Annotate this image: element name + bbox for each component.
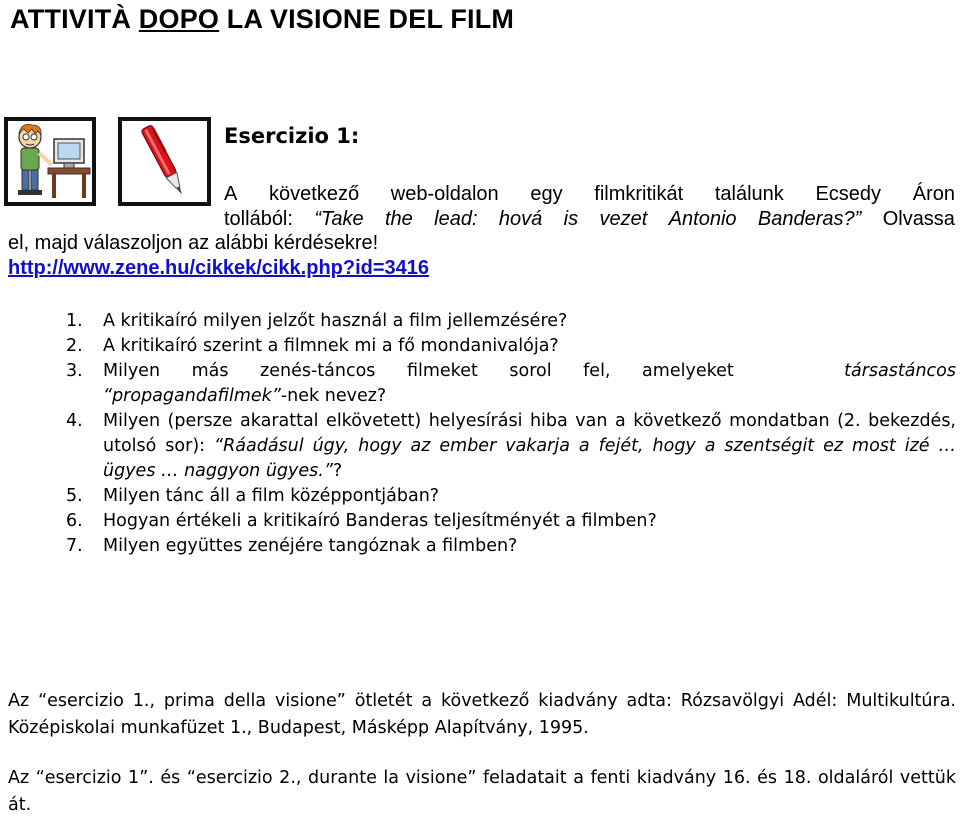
source-note-1: Az “esercizio 1., prima della visione” ötletét a következő kiadvány adta: Rózsavölgyi Adél: Multikultúra. Középiskolai munkafüzet 1., Budapest, Másképp Alapítvány, 1995. xyxy=(8,691,956,738)
intro-line-1: A következő web-oldalon egy filmkritikát találunk Ecsedy Áron xyxy=(224,183,955,205)
exercise-intro xyxy=(8,182,955,280)
source-note-2: Az “esercizio 1”. és “esercizio 2., durante la visione” feladatait a fenti kiadvány 16. és 18. oldaláról vettük át. xyxy=(8,768,956,815)
page-title xyxy=(10,4,514,35)
question-item: 7. Milyen együttes zenéjére tangóznak a filmben? xyxy=(66,536,518,556)
question-item: 2. A kritikaíró szerint a filmnek mi a fő mondanivalója? xyxy=(66,336,559,356)
title-part2: LA VISIONE DEL FILM xyxy=(219,4,515,34)
question-item: 3. Milyen más zenés-táncos filmeket sorol fel, amelyeket társastáncos “propagandafilmek”-nek nevez? xyxy=(66,361,956,406)
film-review-link[interactable]: http://www.zene.hu/cikkek/cikk.php?id=3416 xyxy=(8,256,430,279)
exercise-title: Esercizio 1: xyxy=(224,124,360,148)
intro-line-2: tollából: “Take the lead: hová is vezet Antonio Banderas?” Olvassa xyxy=(224,207,955,230)
question-item: 6. Hogyan értékeli a kritikaíró Banderas teljesítményét a filmben? xyxy=(66,511,657,531)
question-item: 5. Milyen tánc áll a film középpontjában? xyxy=(66,486,440,506)
question-item: 1. A kritikaíró milyen jelzőt használ a film jellemzésére? xyxy=(66,311,568,331)
question-item: 4. Milyen (persze akarattal elkövetett) helyesírási hiba van a következő mondatban (2. bekezdés, utolsó sor): “Ráadásul úgy, hogy az ember vakarja a fejét, hogy a szentségit ez most izé … ügyes … naggyon ügyes.”? xyxy=(66,411,957,481)
title-underlined-word: DOPO xyxy=(138,4,220,34)
intro-line-3: el, majd válaszoljon az alábbi kérdésekre! xyxy=(8,232,379,254)
title-part1: ATTIVITÀ xyxy=(10,4,139,34)
question-list xyxy=(66,309,956,559)
